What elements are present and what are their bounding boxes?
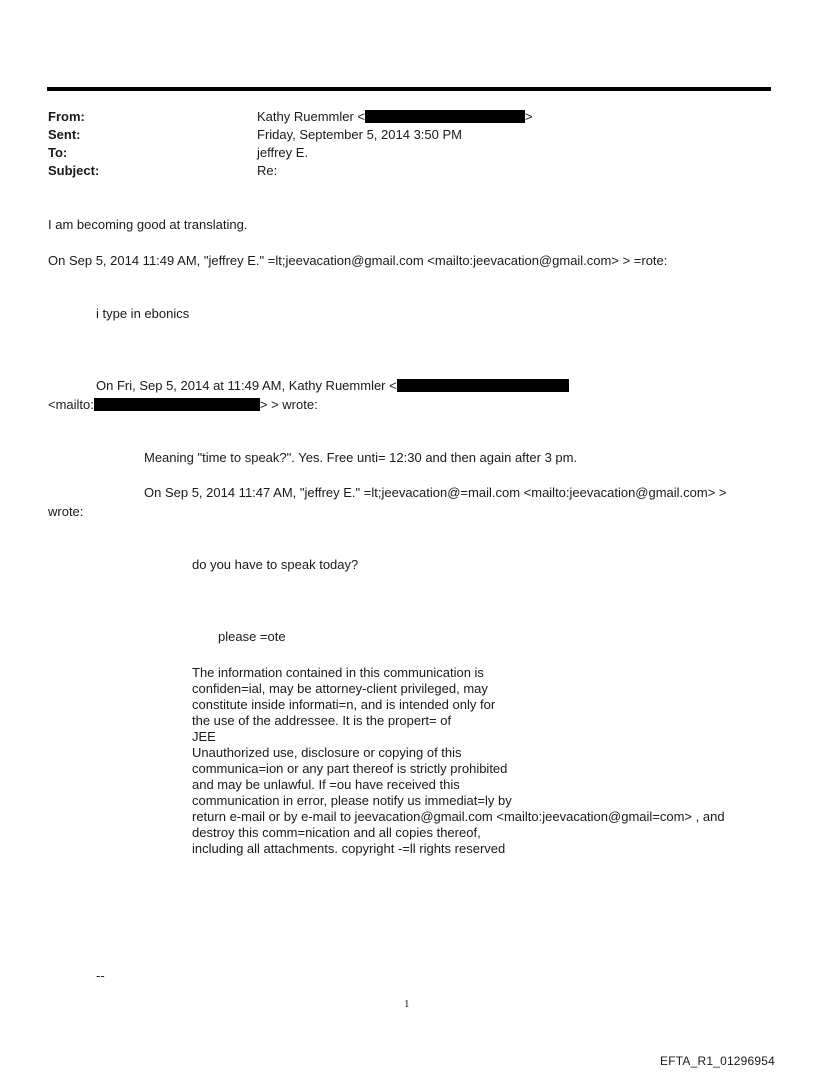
quote-header: On Sep 5, 2014 11:47 AM, "jeffrey E." =lt;jeevacation@=mail.com <mailto:jeevacation@gmail.com> > — [144, 485, 727, 500]
bates-number: EFTA_R1_01296954 — [660, 1054, 776, 1068]
disclaimer-line: return e-mail or by e-mail to jeevacation@gmail.com <mailto:jeevacation@gmail=com> , and — [192, 809, 725, 824]
body-line: do you have to speak today? — [192, 557, 359, 572]
signature-separator: -- — [96, 968, 105, 983]
disclaimer-line: and may be unlawful. If =ou have received this — [192, 777, 460, 792]
body-line: Meaning "time to speak?". Yes. Free unti= 12:30 and then again after 3 pm. — [144, 450, 578, 465]
sent-value: Friday, September 5, 2014 3:50 PM — [257, 127, 462, 142]
disclaimer-line: JEE — [192, 729, 216, 744]
disclaimer-line: constitute inside informati=n, and is intended only for — [192, 697, 496, 712]
header-rule — [47, 87, 771, 91]
disclaimer-line: destroy this comm=nication and all copies thereof, — [192, 825, 481, 840]
disclaimer — [192, 665, 725, 857]
body-line: i type in ebonics — [96, 306, 190, 321]
quote-header — [48, 397, 318, 413]
to-label: To: — [48, 145, 68, 160]
disclaimer-line: including all attachments. copyright -=ll rights reserved — [192, 841, 506, 856]
body-line: I am becoming good at translating. — [48, 217, 248, 232]
quote-header-text: On Fri, Sep 5, 2014 at 11:49 AM, Kathy Ruemmler < — [96, 378, 397, 393]
from-name: Kathy Ruemmler < — [257, 109, 366, 124]
quote-header: wrote: — [48, 504, 84, 519]
disclaimer-line: confiden=ial, may be attorney-client privileged, may — [192, 681, 488, 696]
disclaimer-line: The information contained in this communication is — [192, 665, 484, 680]
subject-value: Re: — [257, 163, 278, 178]
disclaimer-line: communica=ion or any part thereof is strictly prohibited — [192, 761, 508, 776]
quote-header — [96, 378, 569, 394]
page-number: 1 — [404, 998, 410, 1010]
mailto-suffix: > > wrote: — [259, 397, 318, 412]
from-value — [257, 109, 533, 125]
redaction-box — [94, 398, 260, 411]
disclaimer-line: the use of the addressee. It is the propert= of — [192, 713, 452, 728]
body-line: please =ote — [218, 629, 286, 644]
mailto-prefix: <mailto: — [48, 397, 94, 412]
disclaimer-line: communication in error, please notify us immediat=ly by — [192, 793, 512, 808]
to-value: jeffrey E. — [257, 145, 309, 160]
redaction-box — [397, 379, 569, 392]
redaction-box — [365, 110, 525, 123]
disclaimer-line: Unauthorized use, disclosure or copying of this — [192, 745, 462, 760]
subject-label: Subject: — [48, 163, 100, 178]
from-label: From: — [48, 109, 85, 124]
sent-label: Sent: — [48, 127, 81, 142]
quote-header: On Sep 5, 2014 11:49 AM, "jeffrey E." =lt;jeevacation@gmail.com <mailto:jeevacation@gmail.com> > =rote: — [48, 253, 668, 268]
from-end: > — [525, 109, 533, 124]
